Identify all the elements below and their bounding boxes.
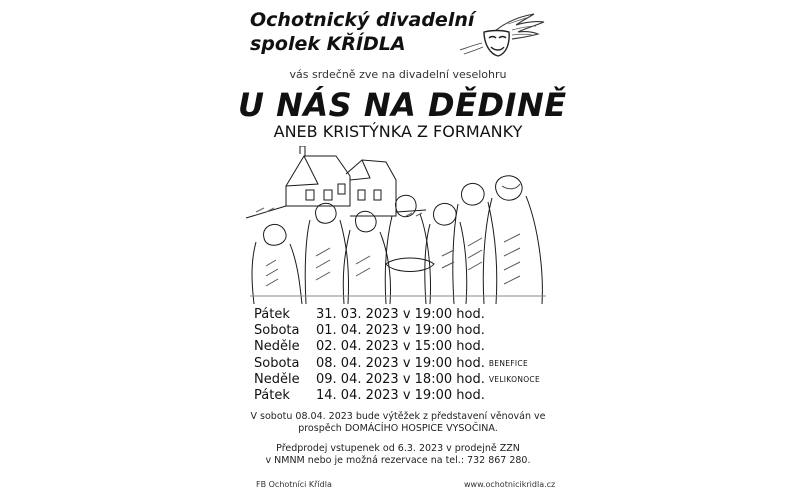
performance-schedule [254, 307, 554, 404]
schedule-datetime: 01. 04. 2023 v 19:00 hod. [316, 323, 485, 339]
invitation-line: vás srdečně zve na divadelní veselohru [289, 68, 507, 81]
benefit-notice-line1: V sobotu 08.04. 2023 bude výtěžek z představení věnován ve [250, 411, 546, 422]
schedule-datetime: 31. 03. 2023 v 19:00 hod. [316, 307, 485, 322]
play-subtitle: ANEB KRISTÝNKA Z FORMANKY [273, 122, 523, 141]
presale-notice-line2: v NMNM nebo je možná rezervace na tel.: 732 867 280. [265, 455, 531, 466]
winged-theatre-mask-icon [456, 10, 548, 62]
schedule-row [254, 356, 554, 372]
schedule-row [254, 323, 554, 339]
organization-name-line1: Ochotnický divadelní [250, 9, 475, 31]
schedule-note: VELIKONOCE [488, 374, 541, 384]
schedule-datetime: 08. 04. 2023 v 19:00 hod. [316, 355, 485, 371]
schedule-row [254, 339, 554, 355]
schedule-datetime: 09. 04. 2023 v 18:00 hod. [316, 371, 485, 387]
schedule-datetime: 14. 04. 2023 v 19:00 hod. [316, 387, 485, 403]
poster [238, 0, 567, 500]
schedule-datetime: 02. 04. 2023 v 15:00 hod. [316, 339, 485, 355]
village-crowd-illustration [246, 146, 550, 304]
schedule-day: Sobota [254, 355, 300, 371]
schedule-day: Pátek [254, 387, 290, 403]
presale-notice [238, 443, 558, 467]
benefit-notice [238, 411, 558, 435]
organization-name [250, 8, 474, 56]
schedule-day: Neděle [254, 339, 300, 355]
presale-notice-line1: Předprodej vstupenek od 6.3. 2023 v prodejně ZZN [276, 443, 520, 454]
schedule-row [254, 307, 554, 323]
schedule-row [254, 388, 554, 404]
facebook-footer: FB Ochotníci Křídla [256, 480, 332, 489]
schedule-note: BENEFICE [488, 358, 528, 368]
benefit-notice-line2: prospěch DOMÁCÍHO HOSPICE VYSOČINA. [298, 423, 498, 434]
schedule-row [254, 372, 554, 388]
schedule-day: Neděle [254, 371, 300, 387]
play-title: U NÁS NA DĚDINĚ [238, 86, 567, 124]
website-footer: www.ochotnicikridla.cz [464, 480, 556, 489]
schedule-day: Sobota [254, 323, 300, 339]
schedule-day: Pátek [254, 307, 290, 322]
organization-name-line2: spolek KŘÍDLA [250, 33, 406, 55]
